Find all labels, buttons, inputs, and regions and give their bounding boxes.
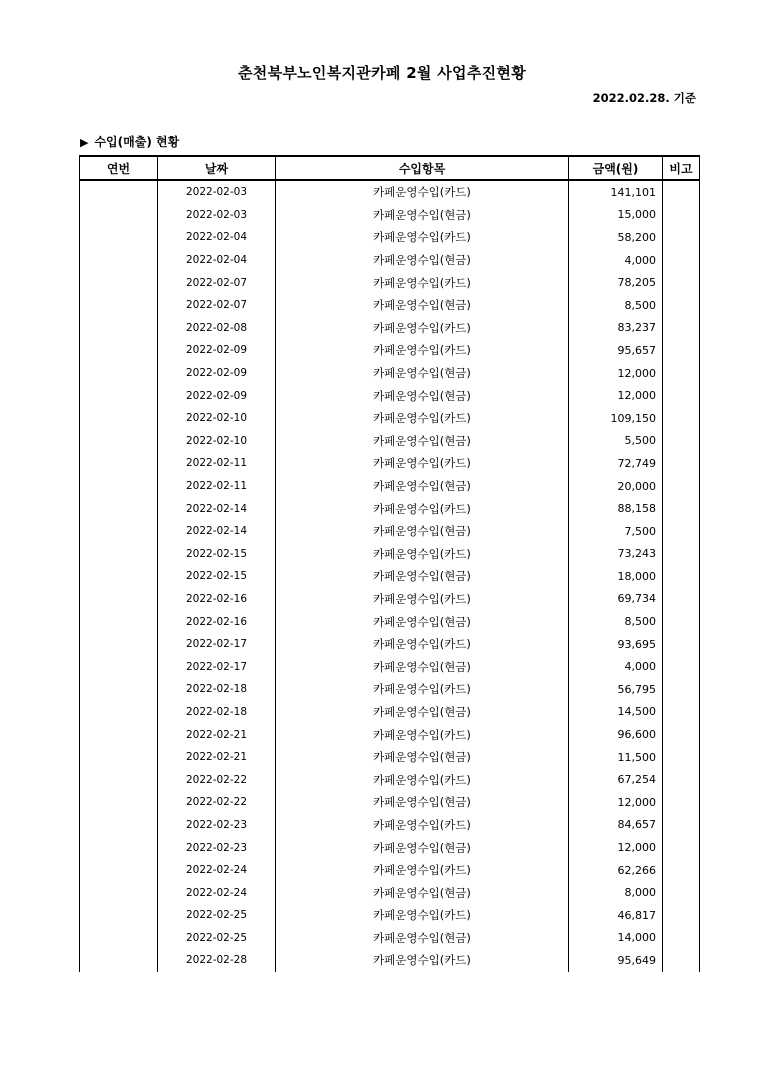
triangle-marker-icon: ▶ xyxy=(80,136,89,149)
row-item-cell: 카페운영수입(카드) xyxy=(276,452,569,475)
row-number-cell xyxy=(80,791,158,814)
table-row xyxy=(80,497,700,520)
section-heading xyxy=(80,133,179,150)
row-date-cell: 2022-02-15 xyxy=(158,565,276,588)
column-header-date: 날짜 xyxy=(158,156,276,180)
row-date-cell: 2022-02-03 xyxy=(158,180,276,204)
row-amount-cell: 4,000 xyxy=(569,249,663,272)
table-row xyxy=(80,949,700,972)
row-date-cell: 2022-02-15 xyxy=(158,543,276,566)
table-row xyxy=(80,655,700,678)
row-item-cell: 카페운영수입(카드) xyxy=(276,339,569,362)
row-amount-cell: 20,000 xyxy=(569,475,663,498)
row-note-cell xyxy=(663,204,700,227)
row-number-cell xyxy=(80,294,158,317)
row-amount-cell: 12,000 xyxy=(569,384,663,407)
row-amount-cell: 78,205 xyxy=(569,271,663,294)
table-row xyxy=(80,362,700,385)
row-note-cell xyxy=(663,927,700,950)
row-amount-cell: 8,500 xyxy=(569,610,663,633)
table-row xyxy=(80,271,700,294)
row-number-cell xyxy=(80,565,158,588)
row-item-cell: 카페운영수입(현금) xyxy=(276,565,569,588)
table-row xyxy=(80,723,700,746)
row-item-cell: 카페운영수입(현금) xyxy=(276,294,569,317)
row-number-cell xyxy=(80,949,158,972)
row-number-cell xyxy=(80,814,158,837)
row-number-cell xyxy=(80,723,158,746)
row-note-cell xyxy=(663,678,700,701)
row-date-cell: 2022-02-04 xyxy=(158,226,276,249)
row-amount-cell: 83,237 xyxy=(569,317,663,340)
table-row xyxy=(80,836,700,859)
column-header-no: 연번 xyxy=(80,156,158,180)
row-number-cell xyxy=(80,339,158,362)
row-amount-cell: 72,749 xyxy=(569,452,663,475)
section-title-label: 수입(매출) 현황 xyxy=(94,135,180,149)
row-number-cell xyxy=(80,317,158,340)
row-date-cell: 2022-02-07 xyxy=(158,271,276,294)
row-date-cell: 2022-02-23 xyxy=(158,814,276,837)
row-number-cell xyxy=(80,249,158,272)
row-number-cell xyxy=(80,180,158,204)
table-row xyxy=(80,768,700,791)
row-date-cell: 2022-02-14 xyxy=(158,520,276,543)
table-row xyxy=(80,701,700,724)
table-row xyxy=(80,633,700,656)
row-item-cell: 카페운영수입(카드) xyxy=(276,497,569,520)
row-number-cell xyxy=(80,633,158,656)
table-row xyxy=(80,814,700,837)
row-date-cell: 2022-02-09 xyxy=(158,339,276,362)
row-number-cell xyxy=(80,520,158,543)
row-amount-cell: 95,649 xyxy=(569,949,663,972)
row-amount-cell: 58,200 xyxy=(569,226,663,249)
row-number-cell xyxy=(80,588,158,611)
table-row xyxy=(80,204,700,227)
row-amount-cell: 5,500 xyxy=(569,430,663,453)
row-number-cell xyxy=(80,362,158,385)
row-number-cell xyxy=(80,904,158,927)
table-header-row xyxy=(80,156,700,180)
table-row xyxy=(80,610,700,633)
row-item-cell: 카페운영수입(카드) xyxy=(276,814,569,837)
row-amount-cell: 4,000 xyxy=(569,655,663,678)
document-title: 춘천북부노인복지관카페 2월 사업추진현황 xyxy=(237,64,526,82)
row-date-cell: 2022-02-22 xyxy=(158,768,276,791)
table-row xyxy=(80,452,700,475)
row-note-cell xyxy=(663,949,700,972)
as-of-date: 2022.02.28. 기준 xyxy=(592,91,696,105)
revenue-table xyxy=(79,155,700,972)
row-note-cell xyxy=(663,362,700,385)
row-date-cell: 2022-02-17 xyxy=(158,655,276,678)
row-date-cell: 2022-02-09 xyxy=(158,384,276,407)
row-note-cell xyxy=(663,407,700,430)
row-date-cell: 2022-02-10 xyxy=(158,407,276,430)
row-amount-cell: 73,243 xyxy=(569,543,663,566)
row-date-cell: 2022-02-10 xyxy=(158,430,276,453)
row-amount-cell: 93,695 xyxy=(569,633,663,656)
table-row xyxy=(80,384,700,407)
row-note-cell xyxy=(663,180,700,204)
row-item-cell: 카페운영수입(카드) xyxy=(276,543,569,566)
row-item-cell: 카페운영수입(현금) xyxy=(276,655,569,678)
row-item-cell: 카페운영수입(카드) xyxy=(276,407,569,430)
row-date-cell: 2022-02-21 xyxy=(158,746,276,769)
row-note-cell xyxy=(663,791,700,814)
row-amount-cell: 96,600 xyxy=(569,723,663,746)
row-number-cell xyxy=(80,452,158,475)
row-item-cell: 카페운영수입(카드) xyxy=(276,317,569,340)
row-note-cell xyxy=(663,317,700,340)
row-number-cell xyxy=(80,543,158,566)
row-note-cell xyxy=(663,226,700,249)
table-body xyxy=(80,180,700,972)
column-header-amount: 금액(원) xyxy=(569,156,663,180)
row-date-cell: 2022-02-24 xyxy=(158,859,276,882)
row-item-cell: 카페운영수입(카드) xyxy=(276,180,569,204)
row-date-cell: 2022-02-18 xyxy=(158,701,276,724)
row-item-cell: 카페운영수입(카드) xyxy=(276,768,569,791)
row-date-cell: 2022-02-07 xyxy=(158,294,276,317)
row-item-cell: 카페운영수입(현금) xyxy=(276,362,569,385)
row-item-cell: 카페운영수입(현금) xyxy=(276,746,569,769)
row-note-cell xyxy=(663,339,700,362)
row-item-cell: 카페운영수입(카드) xyxy=(276,271,569,294)
row-number-cell xyxy=(80,678,158,701)
table-row xyxy=(80,294,700,317)
row-note-cell xyxy=(663,588,700,611)
row-date-cell: 2022-02-16 xyxy=(158,610,276,633)
row-item-cell: 카페운영수입(현금) xyxy=(276,701,569,724)
table-row xyxy=(80,927,700,950)
row-item-cell: 카페운영수입(현금) xyxy=(276,475,569,498)
row-amount-cell: 69,734 xyxy=(569,588,663,611)
table-row xyxy=(80,180,700,204)
row-date-cell: 2022-02-25 xyxy=(158,904,276,927)
row-note-cell xyxy=(663,836,700,859)
row-note-cell xyxy=(663,249,700,272)
row-note-cell xyxy=(663,294,700,317)
row-date-cell: 2022-02-17 xyxy=(158,633,276,656)
row-item-cell: 카페운영수입(현금) xyxy=(276,927,569,950)
row-number-cell xyxy=(80,407,158,430)
row-number-cell xyxy=(80,497,158,520)
row-amount-cell: 7,500 xyxy=(569,520,663,543)
row-note-cell xyxy=(663,881,700,904)
row-note-cell xyxy=(663,633,700,656)
table-row xyxy=(80,746,700,769)
row-amount-cell: 11,500 xyxy=(569,746,663,769)
row-date-cell: 2022-02-04 xyxy=(158,249,276,272)
row-item-cell: 카페운영수입(카드) xyxy=(276,949,569,972)
row-number-cell xyxy=(80,384,158,407)
row-number-cell xyxy=(80,430,158,453)
row-amount-cell: 67,254 xyxy=(569,768,663,791)
table-row xyxy=(80,520,700,543)
row-note-cell xyxy=(663,452,700,475)
row-item-cell: 카페운영수입(현금) xyxy=(276,249,569,272)
table-row xyxy=(80,475,700,498)
row-note-cell xyxy=(663,610,700,633)
row-number-cell xyxy=(80,475,158,498)
row-item-cell: 카페운영수입(현금) xyxy=(276,204,569,227)
row-number-cell xyxy=(80,768,158,791)
row-note-cell xyxy=(663,814,700,837)
table-row xyxy=(80,249,700,272)
row-number-cell xyxy=(80,226,158,249)
row-amount-cell: 8,500 xyxy=(569,294,663,317)
row-number-cell xyxy=(80,655,158,678)
row-note-cell xyxy=(663,271,700,294)
row-amount-cell: 14,500 xyxy=(569,701,663,724)
column-header-note: 비고 xyxy=(663,156,700,180)
row-number-cell xyxy=(80,927,158,950)
row-item-cell: 카페운영수입(현금) xyxy=(276,520,569,543)
row-amount-cell: 12,000 xyxy=(569,791,663,814)
row-date-cell: 2022-02-22 xyxy=(158,791,276,814)
row-item-cell: 카페운영수입(현금) xyxy=(276,430,569,453)
row-amount-cell: 84,657 xyxy=(569,814,663,837)
row-date-cell: 2022-02-03 xyxy=(158,204,276,227)
row-item-cell: 카페운영수입(카드) xyxy=(276,904,569,927)
row-number-cell xyxy=(80,204,158,227)
row-note-cell xyxy=(663,430,700,453)
row-date-cell: 2022-02-14 xyxy=(158,497,276,520)
table-row xyxy=(80,430,700,453)
row-item-cell: 카페운영수입(현금) xyxy=(276,881,569,904)
row-date-cell: 2022-02-16 xyxy=(158,588,276,611)
row-amount-cell: 46,817 xyxy=(569,904,663,927)
row-number-cell xyxy=(80,836,158,859)
row-amount-cell: 12,000 xyxy=(569,836,663,859)
row-date-cell: 2022-02-08 xyxy=(158,317,276,340)
column-header-item: 수입항목 xyxy=(276,156,569,180)
table-row xyxy=(80,588,700,611)
row-note-cell xyxy=(663,520,700,543)
row-number-cell xyxy=(80,701,158,724)
row-note-cell xyxy=(663,475,700,498)
table-row xyxy=(80,339,700,362)
row-note-cell xyxy=(663,565,700,588)
row-amount-cell: 141,101 xyxy=(569,180,663,204)
row-amount-cell: 18,000 xyxy=(569,565,663,588)
row-amount-cell: 62,266 xyxy=(569,859,663,882)
row-item-cell: 카페운영수입(카드) xyxy=(276,226,569,249)
row-note-cell xyxy=(663,768,700,791)
row-date-cell: 2022-02-18 xyxy=(158,678,276,701)
row-item-cell: 카페운영수입(현금) xyxy=(276,791,569,814)
row-date-cell: 2022-02-09 xyxy=(158,362,276,385)
row-amount-cell: 8,000 xyxy=(569,881,663,904)
row-note-cell xyxy=(663,859,700,882)
row-date-cell: 2022-02-28 xyxy=(158,949,276,972)
row-item-cell: 카페운영수입(현금) xyxy=(276,384,569,407)
row-amount-cell: 14,000 xyxy=(569,927,663,950)
row-date-cell: 2022-02-23 xyxy=(158,836,276,859)
row-note-cell xyxy=(663,655,700,678)
row-amount-cell: 95,657 xyxy=(569,339,663,362)
row-amount-cell: 88,158 xyxy=(569,497,663,520)
row-item-cell: 카페운영수입(카드) xyxy=(276,859,569,882)
row-note-cell xyxy=(663,723,700,746)
row-date-cell: 2022-02-11 xyxy=(158,475,276,498)
table-row xyxy=(80,904,700,927)
row-date-cell: 2022-02-11 xyxy=(158,452,276,475)
table-row xyxy=(80,226,700,249)
row-note-cell xyxy=(663,543,700,566)
table-row xyxy=(80,317,700,340)
table-row xyxy=(80,791,700,814)
row-number-cell xyxy=(80,271,158,294)
row-number-cell xyxy=(80,881,158,904)
row-item-cell: 카페운영수입(카드) xyxy=(276,678,569,701)
row-number-cell xyxy=(80,746,158,769)
table-row xyxy=(80,881,700,904)
row-note-cell xyxy=(663,904,700,927)
row-amount-cell: 15,000 xyxy=(569,204,663,227)
row-item-cell: 카페운영수입(현금) xyxy=(276,610,569,633)
row-item-cell: 카페운영수입(카드) xyxy=(276,723,569,746)
row-item-cell: 카페운영수입(카드) xyxy=(276,633,569,656)
table-row xyxy=(80,859,700,882)
row-number-cell xyxy=(80,859,158,882)
row-note-cell xyxy=(663,701,700,724)
row-number-cell xyxy=(80,610,158,633)
row-note-cell xyxy=(663,746,700,769)
table-row xyxy=(80,565,700,588)
table-row xyxy=(80,543,700,566)
table-row xyxy=(80,407,700,430)
row-amount-cell: 109,150 xyxy=(569,407,663,430)
row-note-cell xyxy=(663,497,700,520)
row-item-cell: 카페운영수입(현금) xyxy=(276,836,569,859)
row-date-cell: 2022-02-24 xyxy=(158,881,276,904)
row-note-cell xyxy=(663,384,700,407)
row-date-cell: 2022-02-21 xyxy=(158,723,276,746)
row-amount-cell: 12,000 xyxy=(569,362,663,385)
table-row xyxy=(80,678,700,701)
row-date-cell: 2022-02-25 xyxy=(158,927,276,950)
row-amount-cell: 56,795 xyxy=(569,678,663,701)
row-item-cell: 카페운영수입(카드) xyxy=(276,588,569,611)
